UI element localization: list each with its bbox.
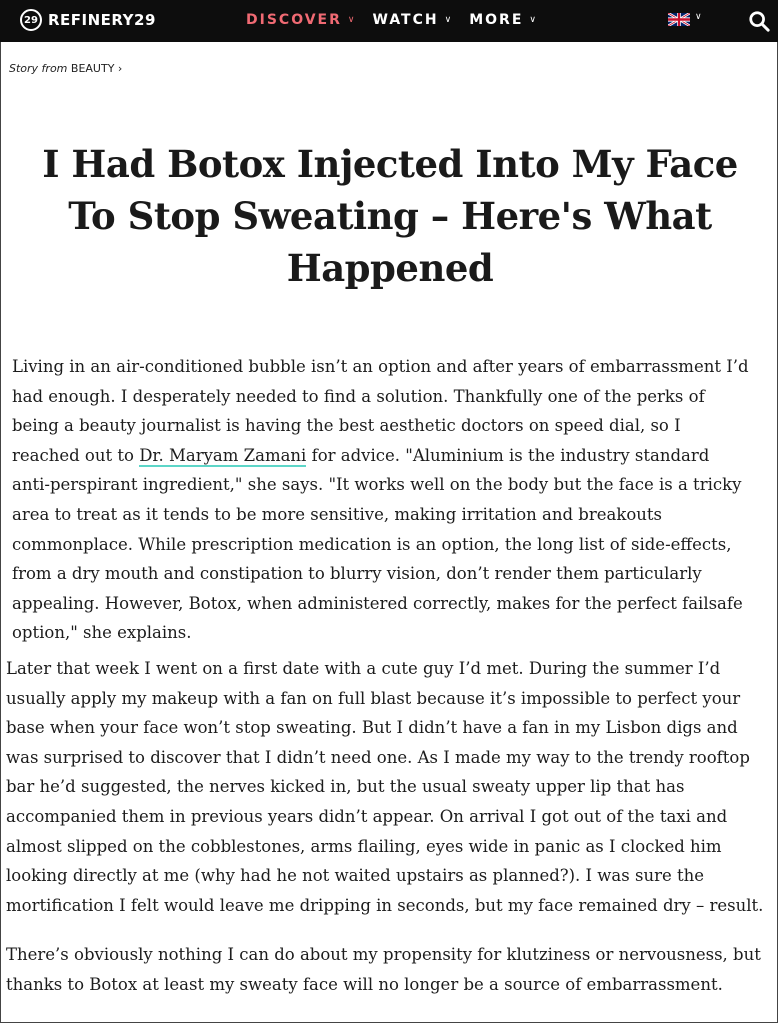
search-icon[interactable] (748, 10, 770, 32)
article-paragraph: There’s obviously nothing I can do about my propensity for klutziness or nervousness, but thanks to Botox at least my sweaty face will no longer be a source of embarrassment. (6, 945, 761, 994)
refinery29-logo[interactable] (20, 7, 156, 33)
chevron-down-icon: ∨ (347, 15, 355, 25)
nav-more[interactable] (469, 12, 536, 28)
top-navigation-bar (0, 0, 778, 42)
paragraph-text: Living in an air-conditioned bubble isn’t an option and after years of embarrassment I’d had enough. I desperately needed to find a solution. Thankfully one of the perks of being a beauty journalist is having the best aesthetic doctors on speed dial, so I reached out to (12, 357, 749, 465)
nav-discover[interactable] (246, 12, 355, 28)
logo-text: REFINERY29 (48, 11, 156, 29)
nav-watch[interactable] (373, 12, 452, 28)
breadcrumb-prefix: Story from (9, 62, 68, 75)
article-paragraph (12, 352, 752, 648)
paragraph-text: for advice. "Aluminium is the industry standard anti-perspirant ingredient," she says. "It works well on the body but the face is a tricky area to treat as it tends to be more sensitive, making irritation and breakouts commonplace. While prescription medication is an option, the long list of side-effects, from a dry mouth and constipation to blurry vision, don’t render them particularly appealing. However, Botox, when administered correctly, makes for the perfect failsafe option," she explains. (12, 445, 743, 643)
chevron-down-icon: ∨ (529, 15, 536, 25)
article-paragraph: Later that week I went on a first date with a cute guy I’d met. During the summer I’d usually apply my makeup with a fan on full blast because it’s impossible to perfect your base when your face won’t stop sweating. But I didn’t have a fan in my Lisbon digs and was surprised to discover that I didn’t need one. As I made my way to the trendy rooftop bar he’d suggested, the nerves kicked in, but the usual sweaty upper lip that has accompanied them in previous years didn’t appear. On arrival I got out of the taxi and almost slipped on the cobblestones, arms flailing, eyes wide in panic as I clocked him looking directly at me (why had he not waited upstairs as planned?). I was sure the mortification I felt would leave me dripping in seconds, but my face remained dry – result. (6, 659, 764, 915)
breadcrumb (9, 62, 122, 75)
dr-maryam-zamani-link[interactable]: Dr. Maryam Zamani (139, 445, 307, 465)
chevron-down-icon[interactable]: ∨ (695, 12, 702, 22)
article-title: I Had Botox Injected Into My Face To Stop Sweating – Here's What Happened (42, 142, 738, 290)
uk-flag-icon[interactable] (668, 13, 690, 26)
nav-watch-label: WATCH (372, 12, 439, 28)
main-nav (246, 12, 554, 28)
logo-mark-icon: 29 (20, 9, 42, 31)
chevron-down-icon: ∨ (444, 15, 452, 25)
chevron-right-icon: › (117, 62, 123, 75)
nav-discover-label: DISCOVER (246, 12, 342, 28)
breadcrumb-section-link[interactable]: BEAUTY (70, 62, 115, 75)
nav-more-label: MORE (469, 12, 524, 28)
